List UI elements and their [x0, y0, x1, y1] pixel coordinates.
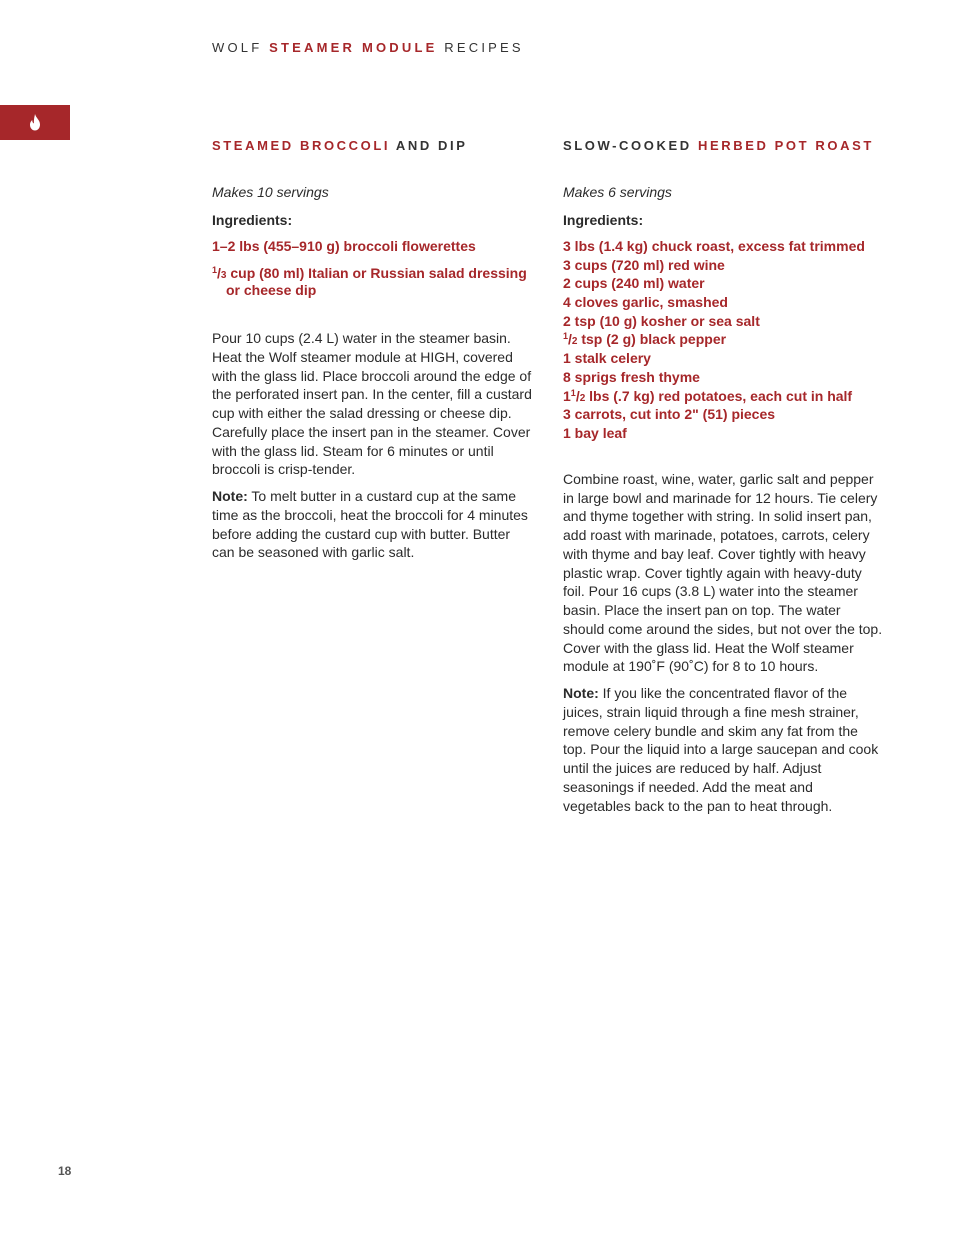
note-text: To melt butter in a custard cup at the same time as the broccoli, heat the broccoli for 4 minutes before adding the custard cup with butter. Butter can be seasoned with garlic salt. [212, 488, 528, 561]
fraction-denominator: 2 [571, 336, 578, 348]
servings: Makes 6 servings [563, 184, 672, 200]
ingredient-item: 4 cloves garlic, smashed [563, 294, 728, 311]
instructions: Pour 10 cups (2.4 L) water in the steamer basin. Heat the Wolf steamer module at HIGH, covered with the glass lid. Place broccoli around the edge of the perforated insert pan. In the center, fill a custard cup with either the salad dressing or cheese dip. Carefully place the insert pan in the steamer. Cover with the glass lid. Steam for 6 minutes or until broccoli is crisp-tender. [212, 330, 532, 478]
recipe-title-main: STEAMED BROCCOLI [212, 138, 391, 153]
section-tab [0, 105, 70, 140]
fraction-numerator: 1 [570, 387, 576, 398]
fraction-denominator: 3 [220, 270, 227, 281]
running-header [212, 40, 524, 55]
ingredient-item: 3 cups (720 ml) red wine [563, 256, 725, 273]
whole-number: 1 [563, 387, 571, 404]
ingredient-item: 3 carrots, cut into 2" (51) pieces [563, 406, 776, 423]
ingredient-item: 1 stalk celery [563, 350, 651, 367]
header-section: STEAMER MODULE [269, 40, 438, 55]
ingredient-item: 2 cups (240 ml) water [563, 275, 705, 292]
note-text: If you like the concentrated flavor of the juices, strain liquid through a fine mesh strainer, remove celery bundle and skim any fat from the top. Pour the liquid into a large saucepan and cook until the juices are reduced by half. Adjust seasonings if needed. Add the meat and vegetables back to the pan to heat through. [563, 685, 879, 814]
recipe-title-prefix: SLOW-COOKED [563, 138, 692, 153]
ingredients-label: Ingredients: [212, 212, 293, 228]
recipe-title [563, 138, 883, 154]
ingredient-item: $^1$/2 tsp (2 g) black pepper [563, 331, 727, 348]
note [212, 487, 532, 562]
fraction-numerator: 1 [563, 331, 569, 342]
fraction-numerator: 1 [212, 265, 218, 275]
ingredient-text: lbs (.7 kg) red potatoes, each cut in half [585, 387, 853, 404]
ingredients-label: Ingredients: [563, 212, 644, 228]
ingredient-list [212, 238, 532, 299]
servings: Makes 10 servings [212, 184, 329, 200]
ingredient-item: 1 bay leaf [563, 424, 627, 441]
note-label: Note: [563, 685, 599, 702]
recipe-title-main: HERBED POT ROAST [697, 138, 874, 153]
broccoli-recipe [212, 138, 532, 562]
recipe-title-suffix: AND DIP [395, 138, 468, 153]
header-brand: WOLF [212, 40, 263, 55]
ingredient-item: 3 lbs (1.4 kg) chuck roast, excess fat trimmed [563, 238, 865, 254]
pot-roast-recipe [563, 138, 883, 815]
note-label: Note: [212, 488, 248, 504]
ingredient-item: $1^1/2$ lbs (.7 kg) red potatoes, each cut in half [563, 387, 853, 404]
ingredient-text: tsp (2 g) black pepper [577, 331, 727, 348]
header-suffix: RECIPES [444, 40, 524, 55]
fraction-denominator: 2 [579, 392, 586, 404]
page-number: 18 [58, 1164, 72, 1178]
ingredient-item: $^1$/3 cup (80 ml) Italian or Russian salad dressing or cheese dip [212, 265, 527, 298]
ingredient-text: cup (80 ml) Italian or Russian salad dressing or cheese dip [226, 265, 527, 298]
ingredient-item: 8 sprigs fresh thyme [563, 368, 700, 385]
ingredient-item: 1–2 lbs (455–910 g) broccoli flowerettes [212, 238, 476, 254]
ingredient-list [563, 238, 883, 442]
flame-icon [28, 114, 42, 131]
ingredient-item: 2 tsp (10 g) kosher or sea salt [563, 312, 760, 329]
recipe-title [212, 138, 532, 154]
instructions: Combine roast, wine, water, garlic salt and pepper in large bowl and marinade for 12 hours. Tie celery and thyme together with string. In solid insert pan, add roast with marinade, potatoes, carrots, celery with thyme and bay leaf. Cover tightly with heavy plastic wrap. Cover tightly again with heavy-duty foil. Pour 16 cups (3.8 L) water into the steamer basin. Place the insert pan on top. The water should come around the sides, but not over the top. Cover with the glass lid. Heat the Wolf steamer module at 190˚F (90˚C) for 8 to 10 hours. [563, 470, 883, 675]
note [563, 684, 883, 815]
